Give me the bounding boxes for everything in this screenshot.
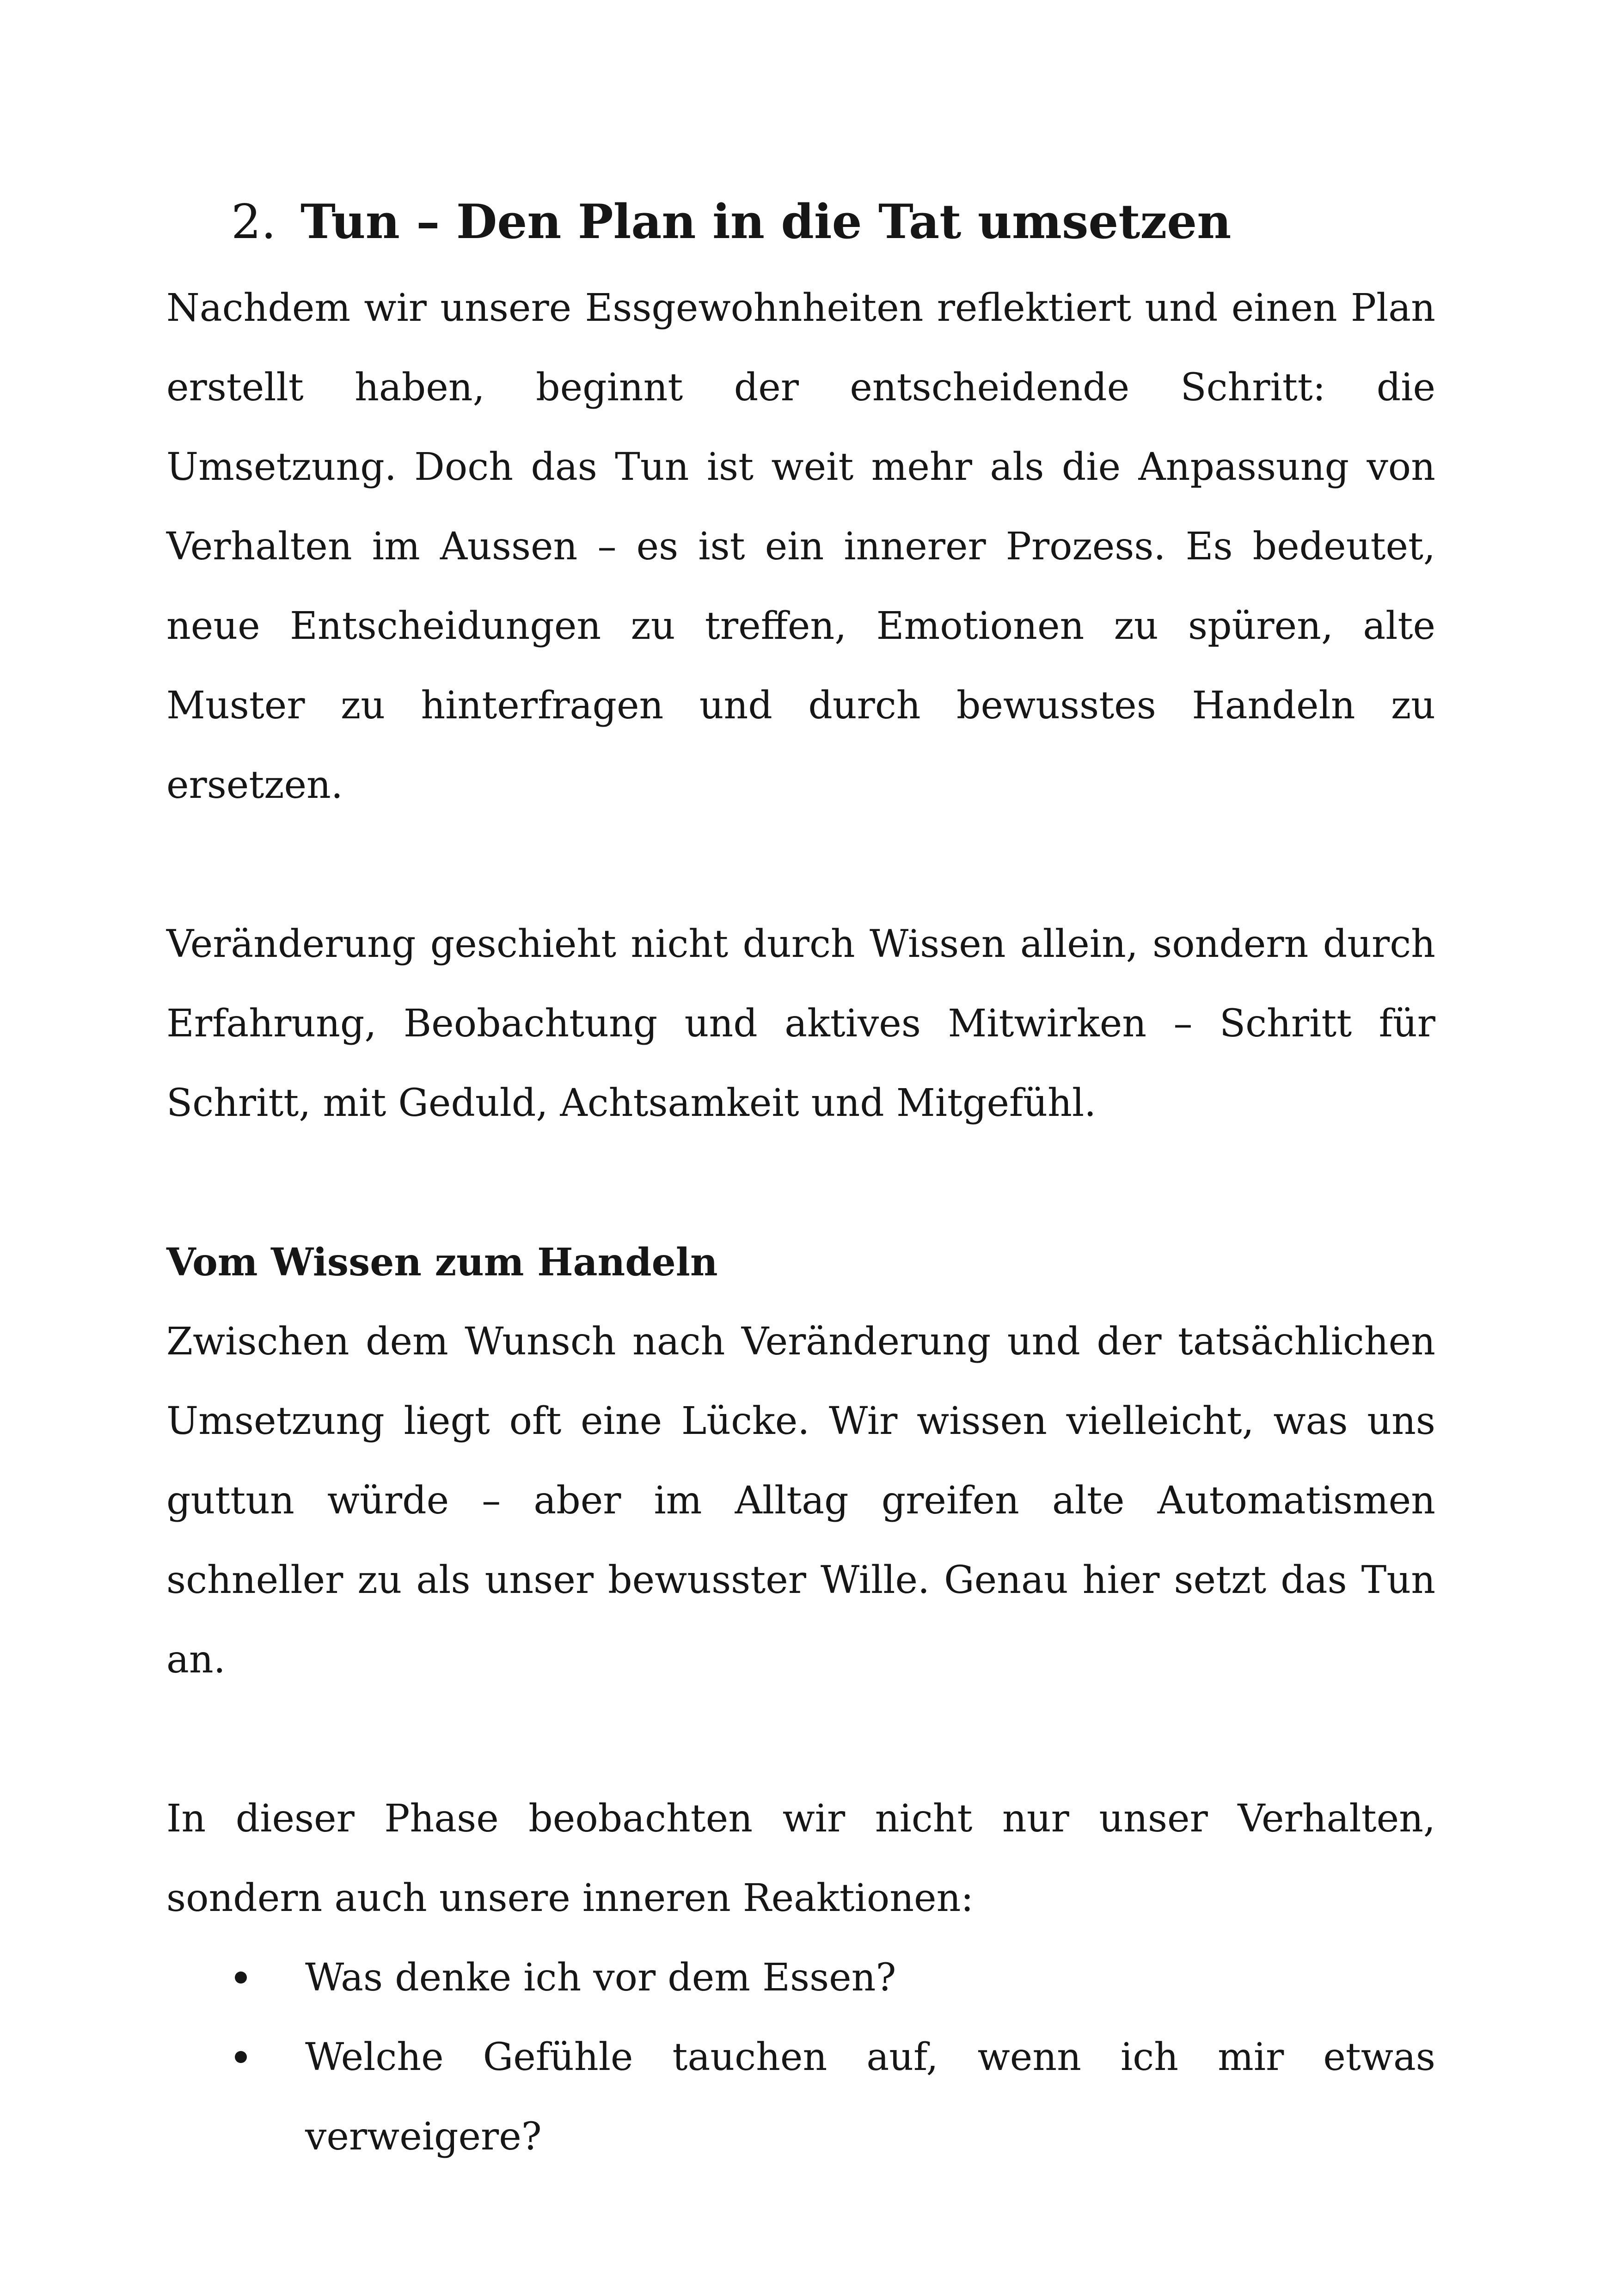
paragraph-spacer — [166, 825, 1435, 905]
paragraph-spacer — [166, 1143, 1435, 1223]
list-item — [166, 2018, 1435, 2177]
list-item — [166, 1938, 1435, 2018]
paragraph-spacer — [166, 1700, 1435, 1779]
paragraph-phase: In dieser Phase beobachten wir nicht nur unser Verhalten, sondern auch unsere inneren Reaktionen: — [166, 1797, 1435, 1920]
list-item-text: Welche Gefühle tauchen auf, wenn ich mir etwas verweigere? — [305, 2035, 1435, 2159]
chapter-heading — [166, 176, 1435, 269]
page-content — [166, 176, 1435, 2177]
paragraph-change: Veränderung geschieht nicht durch Wissen allein, sondern durch Erfahrung, Beobachtung und aktives Mitwirken – Schritt für Schritt, mit Geduld, Achtsamkeit und Mitgefühl. — [166, 922, 1435, 1125]
chapter-title: Tun – Den Plan in die Tat umsetzen — [300, 194, 1232, 250]
chapter-number: 2. — [231, 195, 276, 250]
list-item-text: Was denke ich vor dem Essen? — [305, 1956, 896, 2000]
question-list — [166, 1938, 1435, 2177]
paragraph-gap: Zwischen dem Wunsch nach Veränderung und der tatsächlichen Umsetzung liegt oft eine Lücke. Wir wissen vielleicht, was uns guttun würde – aber im Alltag greifen alte Automatismen schneller zu als unser bewusster Wille. Genau hier setzt das Tun an. — [166, 1320, 1435, 1682]
bullet-icon — [235, 2051, 247, 2063]
bullet-icon — [235, 1971, 247, 1984]
section-subheading: Vom Wissen zum Handeln — [166, 1240, 718, 1285]
paragraph-intro: Nachdem wir unsere Essgewohnheiten reflektiert und einen Plan erstellt haben, beginnt der entscheidende Schritt: die Umsetzung. Doch das Tun ist weit mehr als die Anpassung von Verhalten im Aussen – es ist ein innerer Prozess. Es bedeutet, neue Entscheidungen zu treffen, Emotionen zu spüren, alte Muster zu hinterfragen und durch bewusstes Handeln zu ersetzen. — [166, 286, 1435, 807]
